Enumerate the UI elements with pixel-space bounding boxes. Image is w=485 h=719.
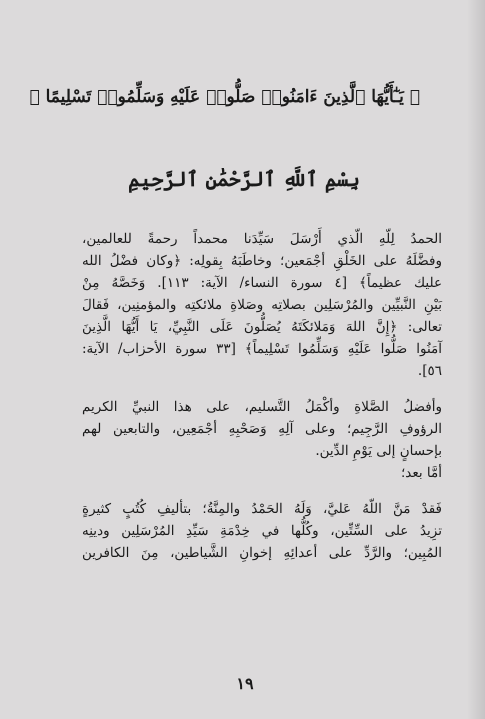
body-text xyxy=(82,228,442,668)
paragraph-gap xyxy=(82,484,442,498)
verse-heading: ﴿ يَـٰٓأَيُّهَا ٱلَّذِينَ ءَامَنُوا۟ صَلُّوا۟ عَلَيْهِ وَسَلِّمُوا۟ تَسْلِيمًا ﴾ xyxy=(29,87,420,107)
text-line: الحمدُ لِلّهِ الّذي أَرْسَلَ سَيِّدَنا محمداً رحمةً للعالمين، xyxy=(82,231,442,247)
text-line: وفضَّلَهُ على الخَلْقِ أجْمَعين؛ وخاطَبَهُ بِقولِه: ﴿وكان فضْلُ الله xyxy=(82,253,442,269)
text-line: بَيْنِ النَّبيِّين والمُرْسَلِين بصلاتِه وصَلاةِ ملائكتِه والمؤمنِين، فَقالَ xyxy=(82,297,442,313)
text-line: بإحسانٍ إلى يَوْمِ الدِّين. xyxy=(315,443,442,459)
text-line: تزِيدُ على السِّتِّين، وكُلُّها في خِدْمَةِ سَيِّدِ المُرْسَلِين ودينِه xyxy=(82,523,442,539)
text-line: وأفضلُ الصَّلاةِ وأكْمَلُ التَّسليم، على هذا النبيِّ الكريم xyxy=(82,399,442,415)
amma-baad: أمَّا بعد؛ xyxy=(400,465,442,481)
text-line: عليك عظيماً﴾ [٤ سورة النساء/ الآية: ١١٣]. وَخَصَّهُ مِنْ xyxy=(82,275,443,291)
text-line: الرؤوفِ الرَّجِيم؛ وعلى آلِهِ وَصَحْبِهِ أجْمَعِين، والتابعين لهم xyxy=(82,421,442,437)
page-edge-shadow xyxy=(467,0,485,719)
basmala-calligraphy: بِسْمِ ٱللَّهِ ٱلرَّحْمَٰنِ ٱلرَّحِيمِ xyxy=(128,167,360,191)
text-line: ٥٦]. xyxy=(417,363,442,379)
page-number: ١٩ xyxy=(236,674,254,693)
text-line: آمَنُوا صَلُّوا عَلَيْهِ وَسَلِّمُوا تَسْلِيماً﴾ [٣٣ سورة الأحزاب/ الآية: xyxy=(82,341,443,357)
paragraph-gap xyxy=(82,382,442,396)
text-line: تعالى: ﴿إِنَّ اللهَ وَمَلائكَتَهُ يُصَلُّونَ عَلَى النَّبِيِّ، يَا أَيُّهَا الَّذِينَ xyxy=(82,319,442,335)
text-line: فَقدْ مَنَّ اللّهُ عَليَّ، وَلَهُ الحَمْدُ والمِنَّةُ؛ بتأليفِ كُتُبٍ كثيرةٍ xyxy=(82,501,442,517)
text-line: المُبِين؛ والرَّدِّ على أعدائِهِ إخوانِ الشَّياطين، مِنَ الكافرين xyxy=(82,545,442,561)
